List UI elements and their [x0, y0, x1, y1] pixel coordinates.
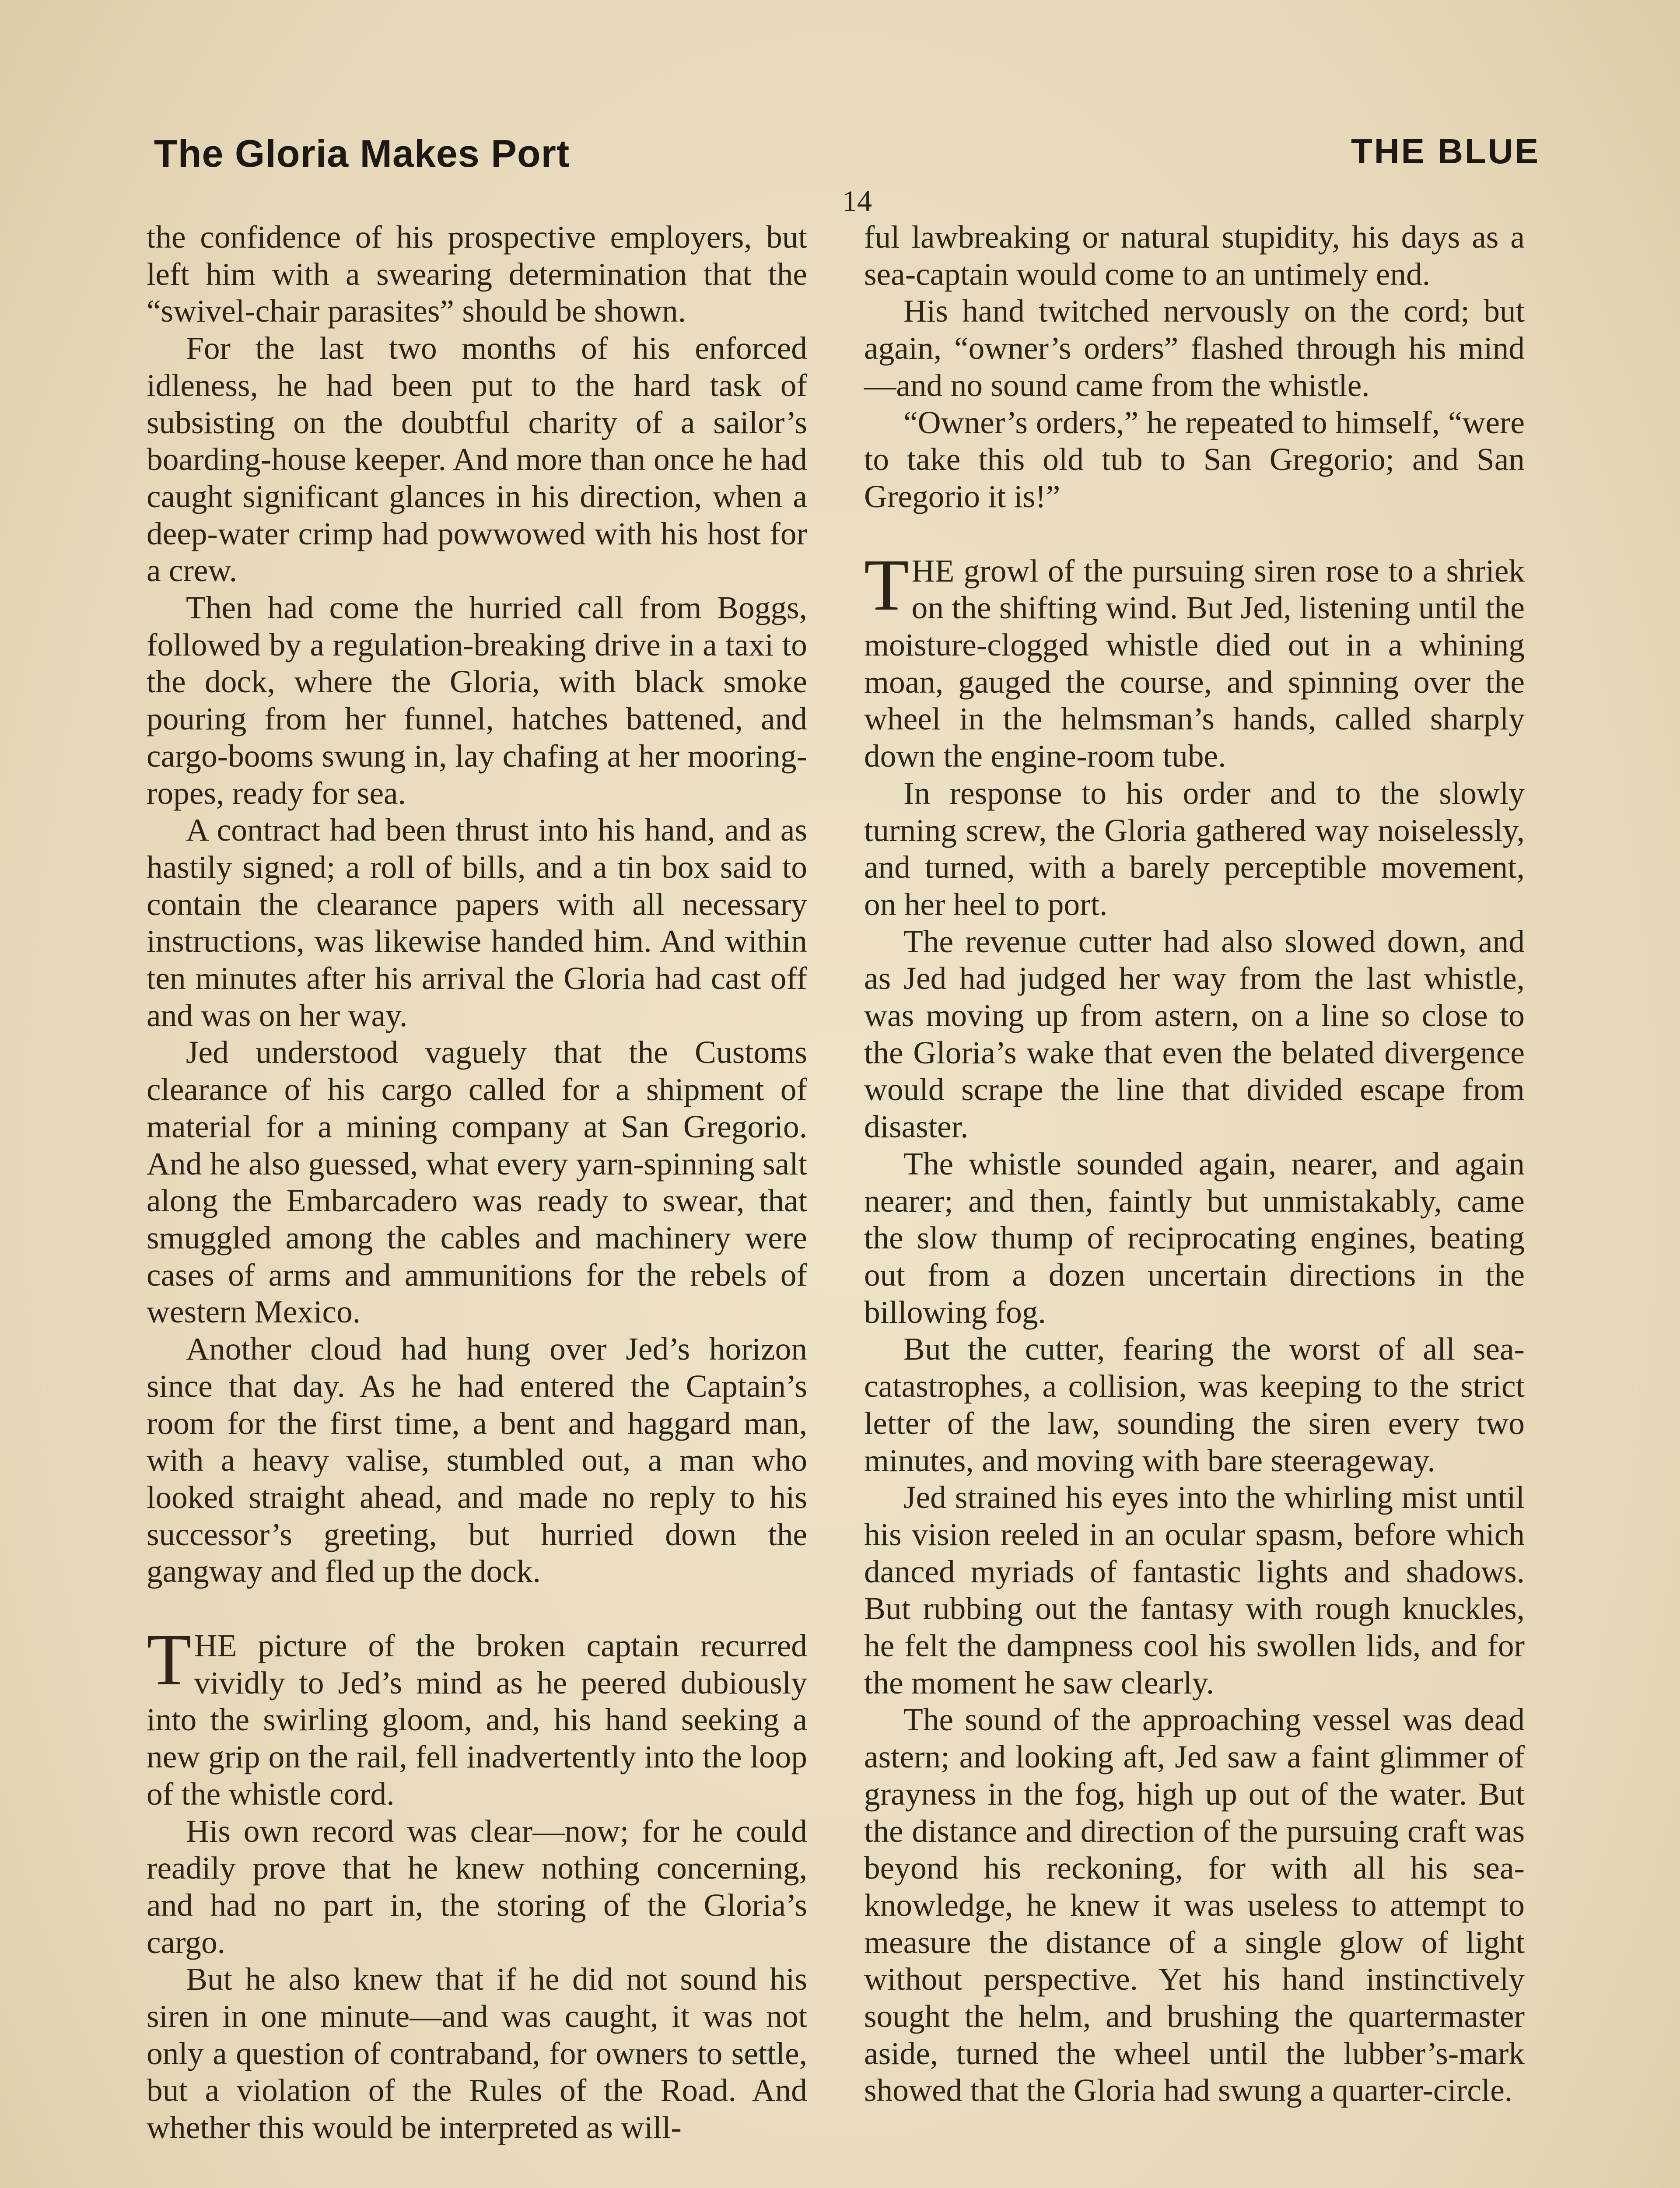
- paragraph: But the cutter, fearing the worst of all sea-catastrophes, a collision, was keeping to the strict letter of the law, sounding the siren every two minutes, and moving with bare steerageway.: [864, 1331, 1525, 1478]
- paragraph-text: HE growl of the pursuing siren rose to a shriek on the shifting wind. But Jed, listening until the moisture-clogged whistle died out in a whining moan, gauged the course, and spinning over the wheel in the helmsman’s hands, called sharply down the engine-room tube.: [864, 553, 1525, 774]
- paragraph: The whistle sounded again, nearer, and again nearer; and then, faintly but unmistakably, came the slow thump of reciprocating engines, beating out from a dozen uncertain directions in the billowing fog.: [864, 1146, 1525, 1330]
- paragraph: Then had come the hurried call from Boggs, followed by a regulation-breaking drive in a taxi to the dock, where the Gloria, with black smoke pouring from her funnel, hatches battened, and cargo-booms swung in, lay chafing at her mooring-ropes, ready for sea.: [147, 590, 807, 811]
- page-number: 14: [842, 184, 872, 217]
- paragraph: Another cloud had hung over Jed’s horizon since that day. As he had entered the Captain’s room for the first time, a bent and haggard man, with a heavy valise, stumbled out, a man who looked straight ahead, and made no reply to his successor’s greeting, but hurried down the gangway and fled up the dock.: [147, 1331, 807, 1589]
- paragraph: ful lawbreaking or natural stupidity, his days as a sea-captain would come to an untimely end.: [864, 219, 1525, 292]
- paragraph: Jed understood vaguely that the Customs clearance of his cargo called for a shipment of material for a mining company at San Gregorio. And he also guessed, what every yarn-spinning salt along the Embarcadero was ready to swear, that smuggled among the cables and machinery were cases of arms and ammunitions for the rebels of western Mexico.: [147, 1034, 807, 1330]
- paragraph: His own record was clear—now; for he could readily prove that he knew nothing concerning, and had no part in, the storing of the Gloria’s cargo.: [147, 1813, 807, 1960]
- right-column: [864, 219, 1525, 2109]
- paragraph: A contract had been thrust into his hand, and as hastily signed; a roll of bills, and a tin box said to contain the clearance papers with all necessary instructions, was likewise handed him. And within ten minutes after his arrival the Gloria had cast off and was on her way.: [147, 812, 807, 1033]
- section-lead-paragraph: [864, 544, 1525, 775]
- paragraph: For the last two months of his enforced idleness, he had been put to the hard task of subsisting on the doubtful charity of a sailor’s boarding-house keeper. And more than once he had caught significant glances in his direction, when a deep-water crimp had powwowed with his host for a crew.: [147, 330, 807, 589]
- drop-cap: T: [864, 544, 909, 626]
- left-column: [147, 219, 807, 2146]
- paragraph: His hand twitched nervously on the cord; but again, “owner’s orders” flashed through his mind—and no sound came from the whistle.: [864, 293, 1525, 403]
- story-title: The Gloria Makes Port: [154, 132, 570, 175]
- paragraph: The revenue cutter had also slowed down, and as Jed had judged her way from the last whistle, was moving up from astern, on a line so close to the Gloria’s wake that even the belated divergence would scrape the line that divided escape from disaster.: [864, 923, 1525, 1145]
- paragraph: The sound of the approaching vessel was dead astern; and looking aft, Jed saw a faint glimmer of grayness in the fog, high up out of the water. But the distance and direction of the pursuing craft was beyond his reckoning, for with all his sea-knowledge, he knew it was useless to attempt to measure the distance of a single glow of light without perspective. Yet his hand instinctively sought the helm, and brushing the quartermaster aside, turned the wheel until the lubber’s-mark showed that the Gloria had swung a quarter-circle.: [864, 1702, 1525, 2108]
- paragraph: the confidence of his prospective employers, but left him with a swearing determination that the “swivel-chair parasites” should be shown.: [147, 219, 807, 329]
- drop-cap: T: [147, 1619, 192, 1701]
- magazine-title: THE BLUE: [1351, 132, 1540, 171]
- paragraph: “Owner’s orders,” he repeated to himself, “were to take this old tub to San Gregorio; and San Gregorio it is!”: [864, 404, 1525, 514]
- section-lead-paragraph: [147, 1619, 807, 1813]
- paragraph: In response to his order and to the slowly turning screw, the Gloria gathered way noiselessly, and turned, with a barely perceptible movement, on her heel to port.: [864, 775, 1525, 922]
- paragraph: Jed strained his eyes into the whirling mist until his vision reeled in an ocular spasm, before which danced myriads of fantastic lights and shadows. But rubbing out the fantasy with rough knuckles, he felt the dampness cool his swollen lids, and for the moment he saw clearly.: [864, 1480, 1525, 1701]
- paragraph-text: HE picture of the broken captain recurred vividly to Jed’s mind as he peered dubiously into the swirling gloom, and, his hand seeking a new grip on the rail, fell inadvertently into the loop of the whistle cord.: [147, 1628, 807, 1812]
- paragraph: But he also knew that if he did not sound his siren in one minute—and was caught, it was not only a question of contraband, for owners to settle, but a violation of the Rules of the Road. And whether this would be interpreted as will-: [147, 1961, 807, 2146]
